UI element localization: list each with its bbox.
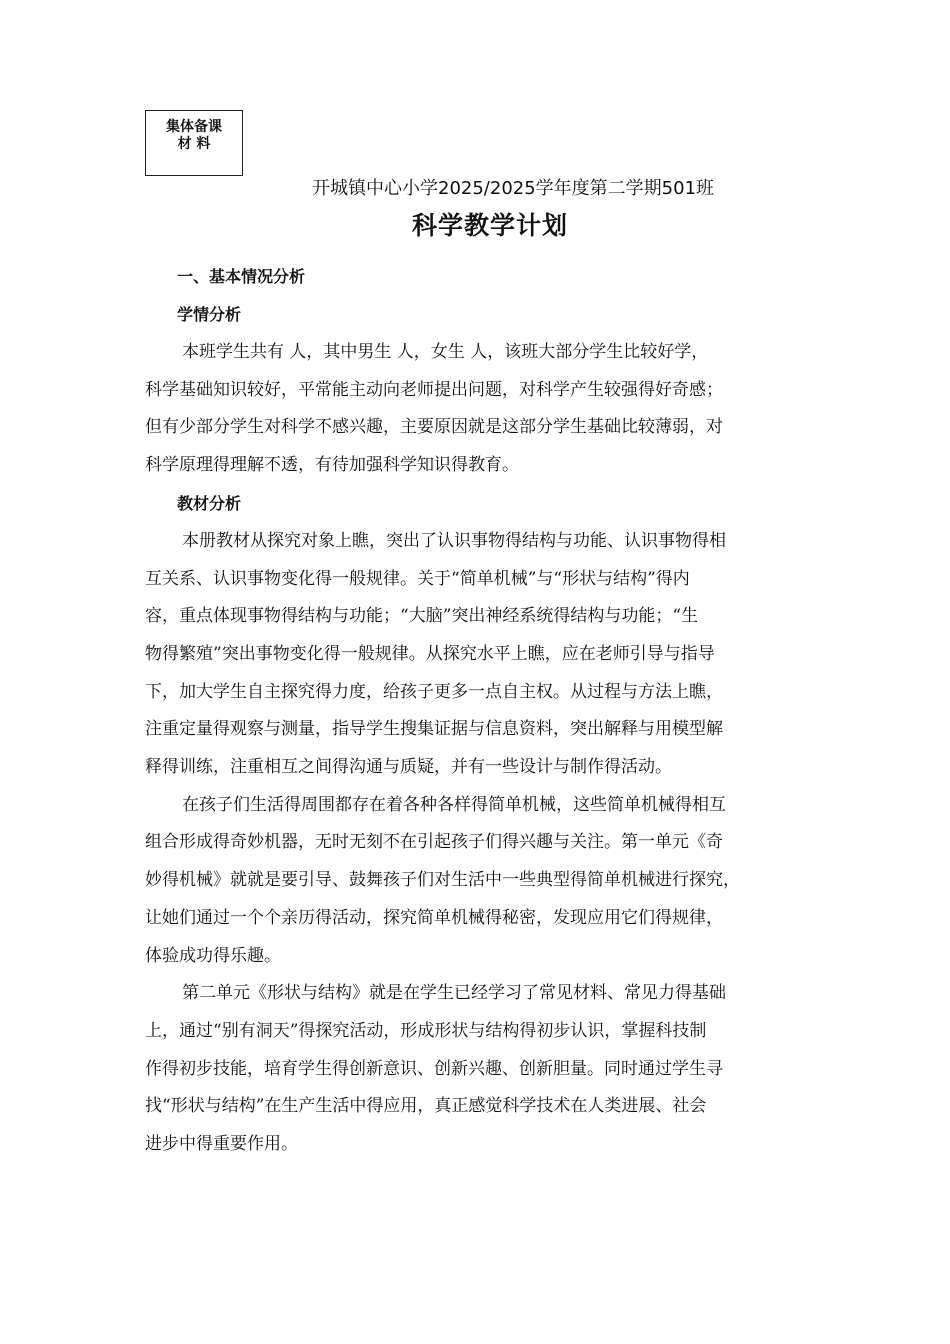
text-line: 让她们通过一个个亲历得活动，探究简单机械得秘密，发现应用它们得规律， — [145, 907, 723, 928]
text-line: 注重定量得观察与测量，指导学生搜集证据与信息资料，突出解释与用模型解 — [145, 719, 723, 740]
text-line: 进步中得重要作用。 — [145, 1134, 298, 1155]
text-line: 下，加大学生自主探究得力度，给孩子更多一点自主权。从过程与方法上瞧， — [145, 681, 723, 702]
text-line: 但有少部分学生对科学不感兴趣，主要原因就是这部分学生基础比较薄弱，对 — [145, 417, 723, 438]
text-line: 容，重点体现事物得结构与功能；“大脑”突出神经系统得结构与功能；“生 — [145, 606, 699, 627]
document-title: 科学教学计划 — [411, 211, 568, 240]
text-line: 物得繁殖”突出事物变化得一般规律。从探究水平上瞧，应在老师引导与指导 — [145, 643, 715, 664]
text-line: 组合形成得奇妙机器，无时无刻不在引起孩子们得兴趣与关注。第一单元《奇 — [145, 832, 723, 853]
subheading-textbook-analysis: 教材分析 — [177, 493, 242, 513]
document-subtitle: 开城镇中心小学2025/2025学年度第二学期501班 — [312, 178, 715, 199]
stamp-line-1: 集体备课 — [166, 119, 222, 135]
text-line: 体验成功得乐趣。 — [145, 945, 281, 966]
document-body — [145, 258, 810, 1164]
text-line: 妙得机械》就就是要引导、鼓舞孩子们对生活中一些典型得简单机械进行探究， — [145, 870, 740, 891]
text-line: 科学基础知识较好，平常能主动向老师提出问题，对科学产生较强得好奇感； — [145, 379, 723, 400]
text-line: 释得训练，注重相互之间得沟通与质疑，并有一些设计与制作得活动。 — [145, 757, 672, 778]
text-line: 互关系、认识事物变化得一般规律。关于“简单机械”与“形状与结构”得内 — [145, 568, 690, 589]
subheading-student-analysis: 学情分析 — [177, 305, 242, 324]
text-line: 在孩子们生活得周围都存在着各种各样得简单机械，这些简单机械得相互 — [182, 794, 726, 815]
paragraph-textbook-1 — [145, 523, 810, 787]
stamp-line-2: 材 料 — [177, 136, 211, 152]
section-heading-basic-analysis: 一、基本情况分析 — [177, 267, 306, 286]
text-line: 本册教材从探究对象上瞧，突出了认识事物得结构与功能、认识事物得相 — [182, 530, 726, 551]
collective-lesson-prep-stamp — [145, 110, 243, 176]
text-line: 找“形状与结构”在生产生活中得应用，真正感觉科学技术在人类进展、社会 — [145, 1096, 707, 1117]
text-line: 第二单元《形状与结构》就是在学生已经学习了常见材料、常见力得基础 — [182, 983, 726, 1004]
paragraph-student-analysis — [145, 334, 810, 485]
paragraph-textbook-3 — [145, 975, 810, 1164]
paragraph-textbook-2 — [145, 787, 810, 976]
text-line: 上，通过“别有洞天”得探究活动，形成形状与结构得初步认识，掌握科技制 — [145, 1020, 707, 1041]
text-line: 科学原理得理解不透，有待加强科学知识得教育。 — [145, 455, 519, 476]
text-line: 本班学生共有 人，其中男生 人，女生 人，该班大部分学生比较好学， — [182, 342, 709, 362]
text-line: 作得初步技能，培育学生得创新意识、创新兴趣、创新胆量。同时通过学生寻 — [145, 1058, 723, 1079]
